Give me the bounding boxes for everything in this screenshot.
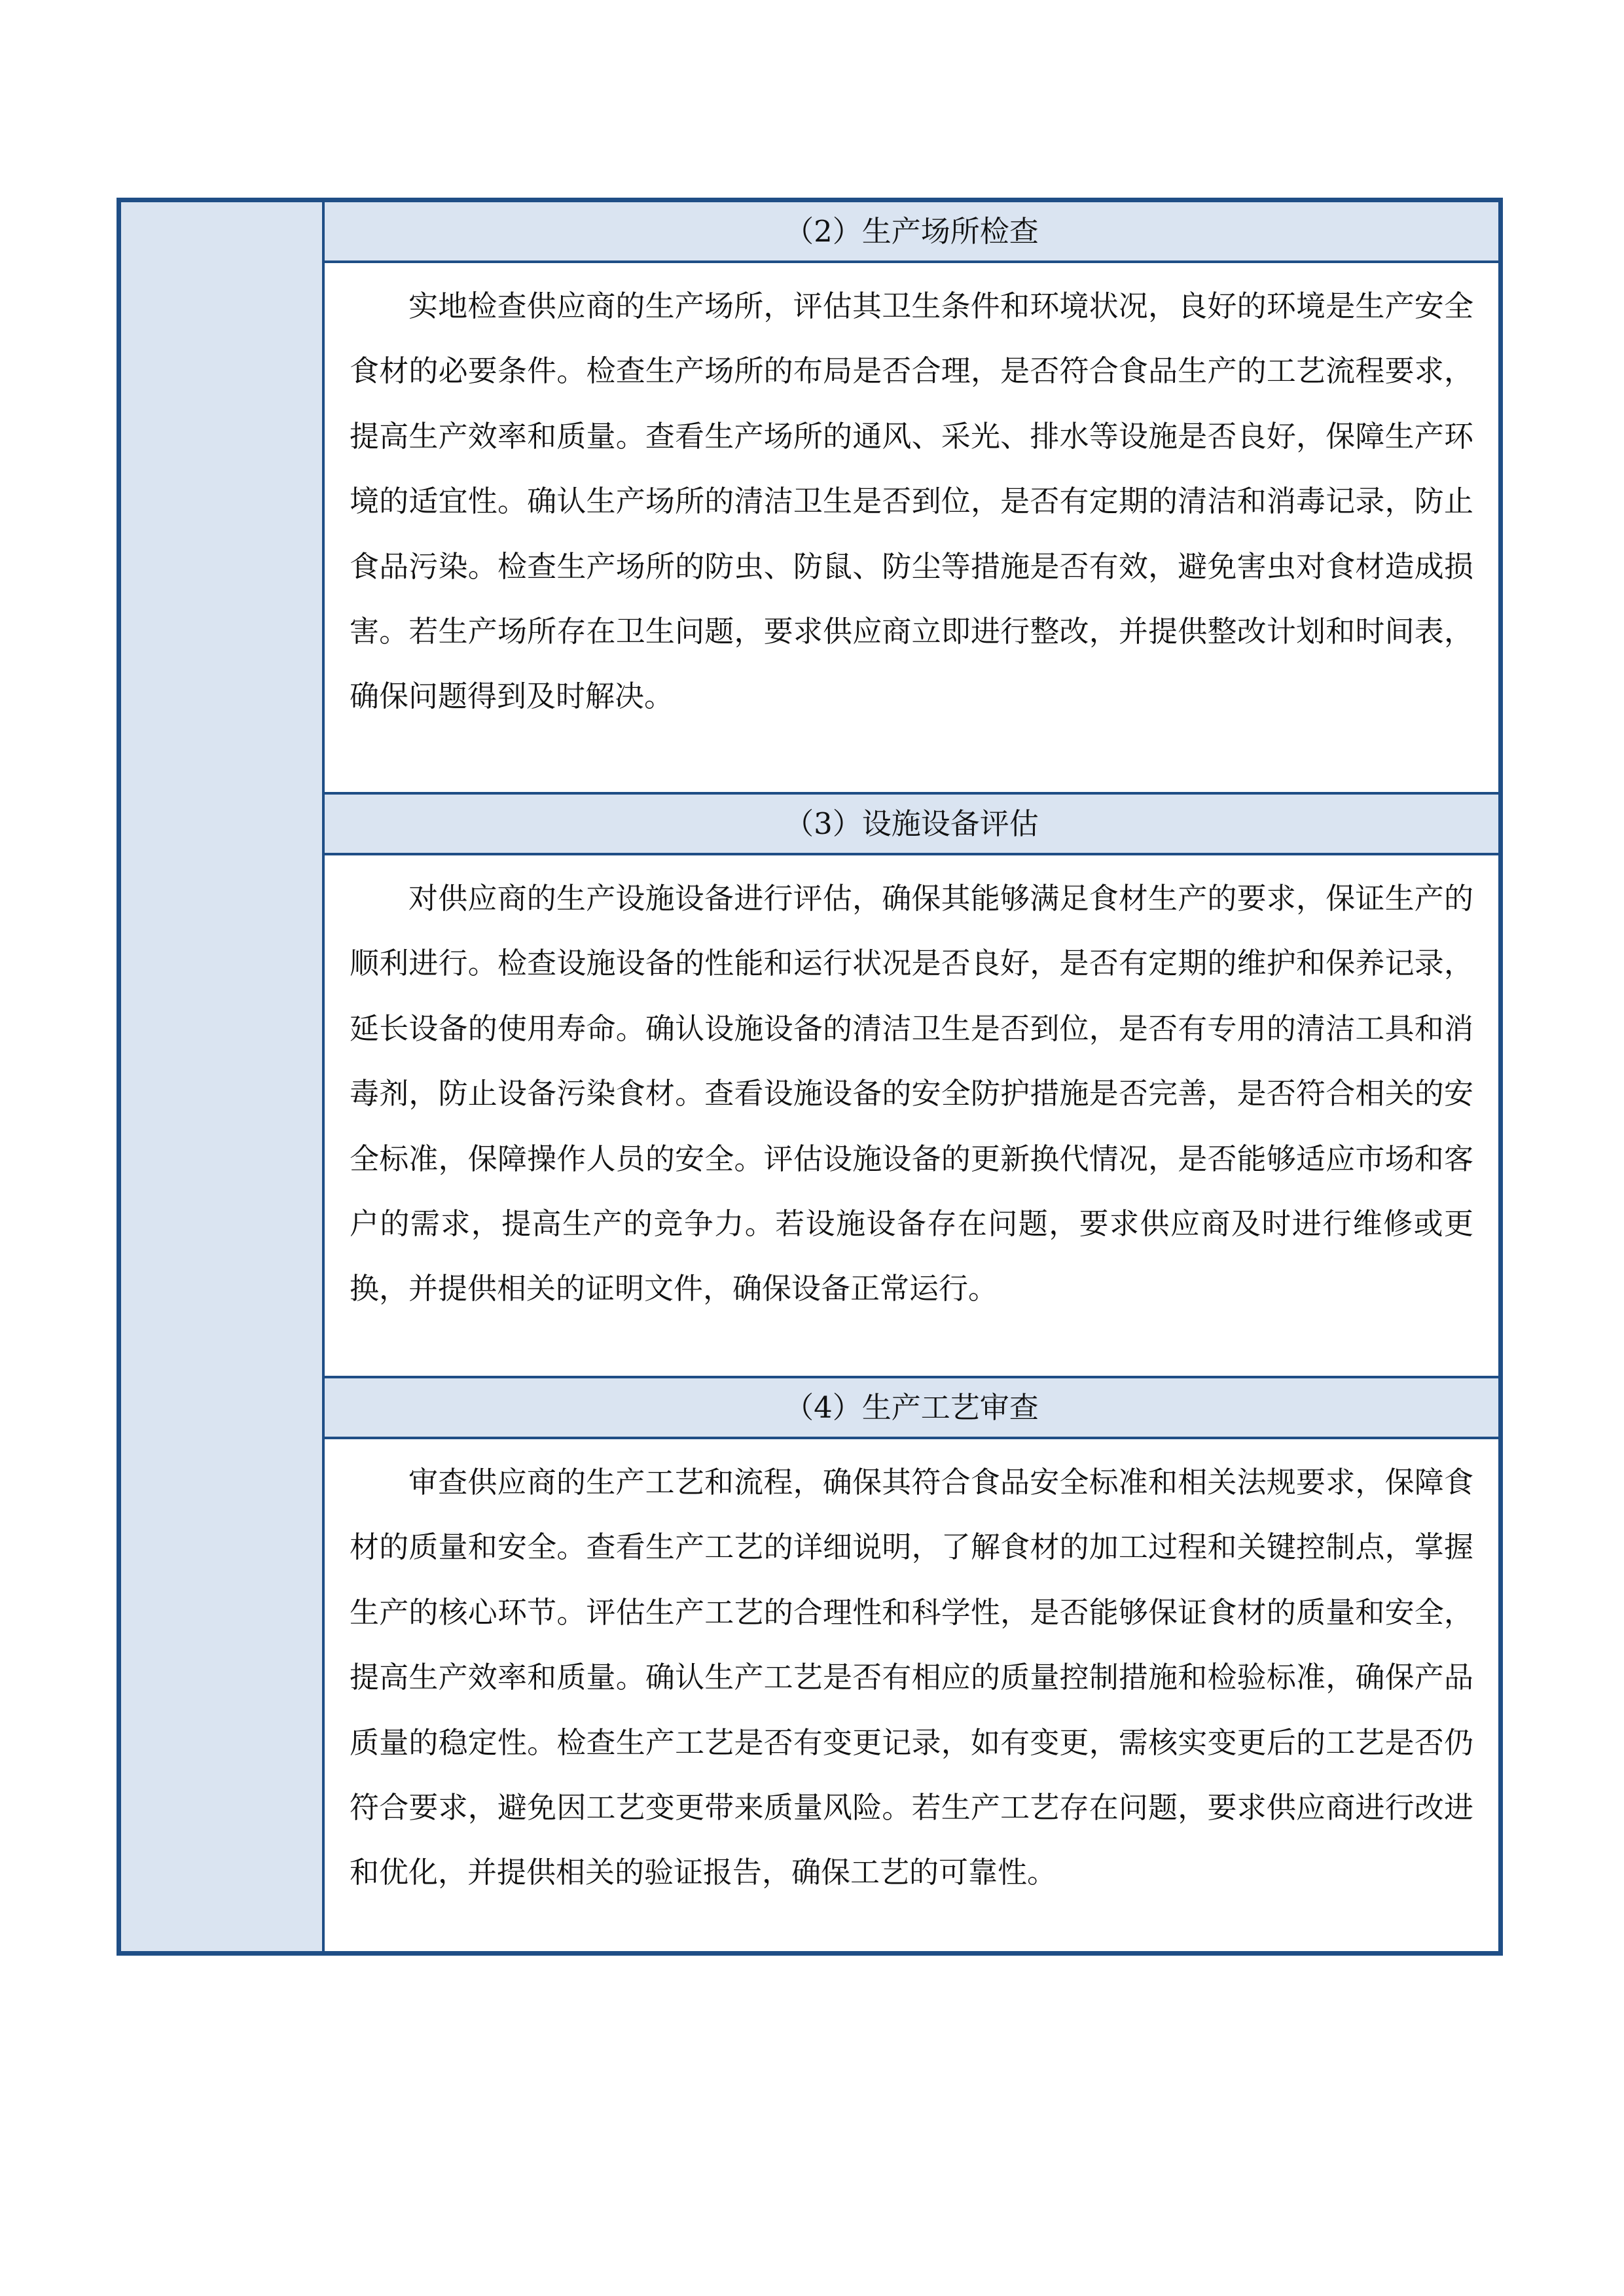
section-body-facility-equipment: 对供应商的生产设施设备进行评估，确保其能够满足食材生产的要求，保证生产的顺利进行。检查设施设备的性能和运行状况是否良好，是否有定期的维护和保养记录，延长设备的使用寿命。确认设施设备的清洁卫生是否到位，是否有专用的清洁工具和消毒剂，防止设备污染食材。查看设施设备的安全防护措施是否完善，是否符合相关的安全标准，保障操作人员的安全。评估设施设备的更新换代情况，是否能够适应市场和客户的需求，提高生产的竞争力。若设施设备存在问题，要求供应商及时进行维修或更换，并提供相关的证明文件，确保设备正常运行。 (325, 855, 1498, 1378)
section-body-production-process: 审查供应商的生产工艺和流程，确保其符合食品安全标准和相关法规要求，保障食材的质量和安全。查看生产工艺的详细说明，了解食材的加工过程和关键控制点，掌握生产的核心环节。评估生产工艺的合理性和科学性，是否能够保证食材的质量和安全，提高生产效率和质量。确认生产工艺是否有相应的质量控制措施和检验标准，确保产品质量的稳定性。检查生产工艺是否有变更记录，如有变更，需核实变更后的工艺是否仍符合要求，避免因工艺变更带来质量风险。若生产工艺存在问题，要求供应商进行改进和优化，并提供相关的验证报告，确保工艺的可靠性。 (350, 1465, 1473, 1890)
table-right-column (325, 202, 1498, 1951)
section-title-production-site: （2）生产场所检查 (325, 202, 1498, 263)
section-title-production-process: （4）生产工艺审查 (325, 1378, 1498, 1439)
table-left-column (121, 202, 325, 1951)
section-body-production-site: 实地检查供应商的生产场所，评估其卫生条件和环境状况，良好的环境是生产安全食材的必要条件。检查生产场所的布局是否合理，是否符合食品生产的工艺流程要求，提高生产效率和质量。查看生产场所的通风、采光、排水等设施是否良好，保障生产环境的适宜性。确认生产场所的清洁卫生是否到位，是否有定期的清洁和消毒记录，防止食品污染。检查生产场所的防虫、防鼠、防尘等措施是否有效，避免害虫对食材造成损害。若生产场所存在卫生问题，要求供应商立即进行整改，并提供整改计划和时间表，确保问题得到及时解决。 (325, 263, 1498, 795)
section-title-facility-equipment: （3）设施设备评估 (325, 795, 1498, 855)
document-table (117, 198, 1503, 1956)
